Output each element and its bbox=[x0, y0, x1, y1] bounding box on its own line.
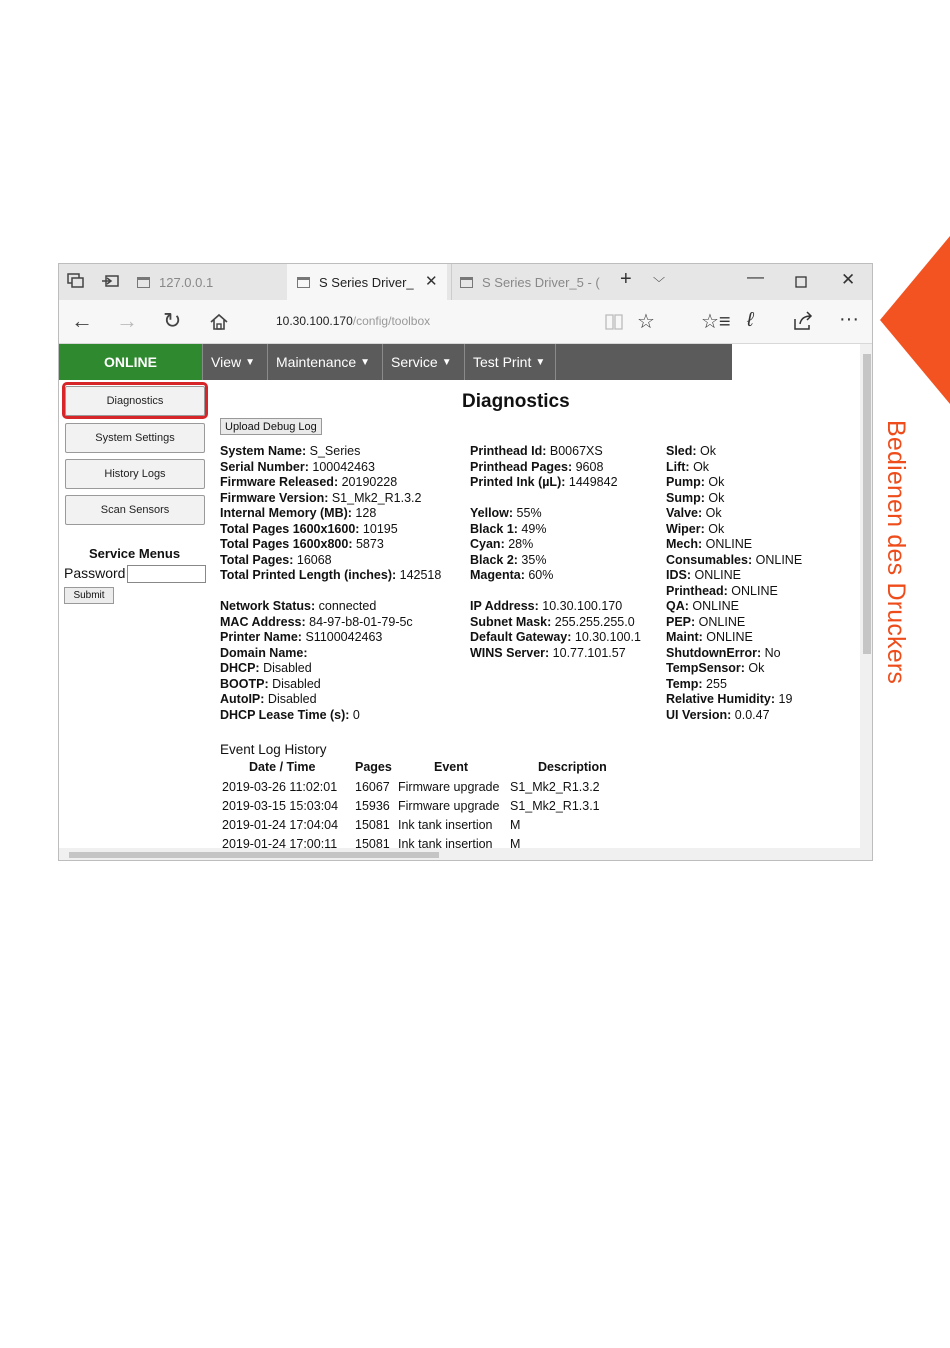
info-value: 9608 bbox=[572, 459, 604, 474]
info-row bbox=[666, 615, 745, 631]
menu-label: Maintenance bbox=[276, 354, 357, 370]
info-row bbox=[220, 615, 413, 631]
chevron-down-icon: ▼ bbox=[535, 356, 546, 368]
scrollbar-thumb[interactable] bbox=[69, 852, 439, 858]
section-side-label: Bedienen des Druckers bbox=[882, 420, 910, 685]
info-row bbox=[220, 568, 441, 584]
info-row bbox=[666, 584, 778, 600]
info-key: System Name: bbox=[220, 444, 307, 458]
info-key: Magenta: bbox=[470, 568, 525, 582]
info-value: Ok bbox=[696, 444, 717, 458]
info-row bbox=[666, 522, 724, 538]
info-value: 16068 bbox=[293, 552, 332, 567]
table-cell: Ink tank insertion bbox=[398, 818, 493, 832]
table-cell: 2019-03-15 15:03:04 bbox=[222, 799, 339, 813]
password-field[interactable] bbox=[127, 565, 206, 583]
info-row bbox=[220, 522, 398, 538]
menu-view[interactable] bbox=[202, 344, 267, 380]
table-cell: M bbox=[510, 818, 521, 832]
menu-test-print[interactable] bbox=[464, 344, 556, 380]
close-window-icon[interactable]: ✕ bbox=[841, 270, 856, 289]
info-value: 128 bbox=[351, 506, 377, 520]
info-row bbox=[220, 646, 308, 662]
info-key: QA: bbox=[666, 599, 689, 613]
info-value: 0 bbox=[349, 707, 360, 722]
info-row bbox=[470, 553, 546, 569]
star-icon[interactable]: ☆ bbox=[637, 311, 655, 333]
scrollbar-thumb[interactable] bbox=[863, 354, 871, 654]
info-value: 49% bbox=[517, 521, 547, 536]
refresh-icon[interactable]: ↻ bbox=[163, 308, 182, 333]
info-key: Wiper: bbox=[666, 521, 705, 536]
info-key: Default Gateway: bbox=[470, 630, 572, 644]
info-key: Serial Number: bbox=[220, 459, 309, 474]
info-key: Printhead Pages: bbox=[470, 459, 573, 474]
info-row bbox=[666, 553, 802, 569]
tab-label: S Series Driver_5 - ( bbox=[482, 274, 600, 290]
tab-localhost[interactable] bbox=[133, 264, 283, 300]
table-cell: M bbox=[510, 837, 521, 848]
info-value: ONLINE bbox=[727, 583, 778, 598]
share-icon[interactable] bbox=[792, 311, 814, 331]
info-key: AutoIP: bbox=[220, 692, 265, 706]
info-value: 10.30.100.1 bbox=[571, 630, 641, 644]
page-icon bbox=[137, 277, 150, 288]
chevron-down-icon: ▼ bbox=[441, 356, 452, 368]
pen-annotate-icon[interactable]: ℓ bbox=[747, 309, 754, 331]
upload-debug-log-button[interactable]: Upload Debug Log bbox=[220, 418, 322, 435]
url-host: 10.30.100.170 bbox=[276, 314, 353, 328]
info-key: TempSensor: bbox=[666, 661, 745, 675]
info-key: Total Printed Length (inches): bbox=[220, 568, 397, 582]
info-key: Firmware Version: bbox=[220, 490, 329, 505]
chevron-down-icon: ▼ bbox=[245, 356, 255, 368]
info-row bbox=[470, 460, 603, 476]
info-value: ONLINE bbox=[691, 568, 742, 582]
password-label: Password bbox=[64, 565, 126, 581]
close-icon[interactable]: ✕ bbox=[425, 273, 438, 290]
info-value: 255.255.255.0 bbox=[551, 614, 635, 629]
info-row bbox=[220, 661, 312, 677]
table-cell: Firmware upgrade bbox=[398, 799, 500, 813]
info-key: UI Version: bbox=[666, 707, 732, 722]
info-row bbox=[470, 506, 542, 522]
info-row bbox=[470, 537, 533, 553]
table-cell: 15936 bbox=[355, 799, 390, 813]
info-key: Temp: bbox=[666, 676, 703, 691]
tab-label: S Series Driver_ bbox=[319, 274, 414, 290]
info-key: Total Pages: bbox=[220, 552, 294, 567]
info-row bbox=[666, 630, 753, 646]
table-cell: 2019-03-26 11:02:01 bbox=[222, 780, 338, 794]
info-value: 0.0.47 bbox=[731, 707, 770, 722]
info-key: Maint: bbox=[666, 630, 703, 644]
maximize-icon[interactable] bbox=[795, 276, 807, 288]
system-settings-button[interactable]: System Settings bbox=[65, 423, 205, 453]
info-value: S_Series bbox=[306, 444, 361, 458]
info-value: 19 bbox=[775, 692, 793, 706]
tab-label: 127.0.0.1 bbox=[159, 274, 214, 290]
info-value: Disabled bbox=[264, 692, 317, 706]
info-row bbox=[666, 708, 770, 724]
info-key: IDS: bbox=[666, 568, 691, 582]
info-key: Valve: bbox=[666, 506, 703, 520]
info-value: S1_Mk2_R1.3.2 bbox=[328, 490, 422, 505]
chevron-down-icon[interactable]: ﹀ bbox=[653, 276, 666, 290]
set-aside-tabs-icon[interactable] bbox=[101, 273, 119, 289]
info-key: Pump: bbox=[666, 475, 705, 489]
info-value: 55% bbox=[513, 506, 542, 520]
url-path: /config/toolbox bbox=[352, 314, 431, 328]
info-value: Ok bbox=[744, 661, 765, 675]
info-value: 10195 bbox=[359, 521, 398, 536]
info-key: Printhead: bbox=[666, 583, 728, 598]
info-value: 10.30.100.170 bbox=[538, 599, 623, 613]
favorites-list-icon[interactable]: ☆≡ bbox=[701, 311, 731, 333]
info-key: Relative Humidity: bbox=[666, 692, 776, 706]
page-title: Diagnostics bbox=[462, 391, 570, 412]
reading-view-icon[interactable] bbox=[604, 313, 624, 331]
tab-preview-icon[interactable] bbox=[67, 273, 85, 289]
info-key: BOOTP: bbox=[220, 676, 269, 691]
info-key: DHCP: bbox=[220, 661, 260, 675]
menu-label: Test Print bbox=[473, 354, 532, 370]
info-key: Sump: bbox=[666, 490, 705, 505]
info-key: Subnet Mask: bbox=[470, 614, 552, 629]
info-row bbox=[666, 677, 727, 693]
info-key: Printed Ink (µL): bbox=[470, 475, 566, 489]
info-value: ONLINE bbox=[752, 552, 803, 567]
info-value: Ok bbox=[704, 521, 725, 536]
info-key: Total Pages 1600x1600: bbox=[220, 521, 360, 536]
info-row bbox=[470, 646, 626, 662]
home-icon[interactable] bbox=[209, 312, 229, 332]
info-value: ONLINE bbox=[695, 614, 746, 629]
tab-s-series-driver-5[interactable] bbox=[451, 264, 611, 300]
info-key: MAC Address: bbox=[220, 614, 306, 629]
table-cell: 2019-01-24 17:00:11 bbox=[222, 837, 338, 848]
info-key: Black 1: bbox=[470, 521, 518, 536]
info-row bbox=[666, 599, 739, 615]
info-row bbox=[220, 537, 384, 553]
info-value: 84-97-b8-01-79-5c bbox=[305, 614, 413, 629]
info-key: Yellow: bbox=[470, 506, 514, 520]
info-value: 100042463 bbox=[308, 459, 375, 474]
info-key: Cyan: bbox=[470, 537, 505, 551]
menu-label: View bbox=[211, 354, 242, 370]
page-content bbox=[59, 344, 860, 848]
info-value: 20190228 bbox=[338, 475, 398, 489]
main-menu-bar bbox=[202, 344, 732, 380]
info-row bbox=[666, 506, 722, 522]
info-row bbox=[220, 444, 360, 460]
event-log-header-pages: Pages bbox=[355, 760, 392, 774]
info-key: PEP: bbox=[666, 614, 696, 629]
info-row bbox=[220, 692, 317, 708]
info-value: No bbox=[761, 645, 781, 660]
back-arrow-icon[interactable]: ← bbox=[71, 308, 93, 333]
info-value: Ok bbox=[689, 459, 710, 474]
menu-label: Service bbox=[391, 354, 438, 370]
info-value: Ok bbox=[702, 506, 722, 520]
tab-bar bbox=[59, 264, 873, 300]
info-key: Internal Memory (MB): bbox=[220, 506, 352, 520]
info-value: Ok bbox=[704, 490, 725, 505]
info-row bbox=[470, 630, 641, 646]
status-online-badge: ONLINE bbox=[59, 344, 202, 380]
new-tab-icon[interactable]: + bbox=[620, 268, 632, 290]
info-value: Disabled bbox=[268, 676, 321, 691]
chevron-down-icon: ▼ bbox=[360, 356, 371, 368]
info-key: Printhead Id: bbox=[470, 444, 547, 458]
more-options-icon[interactable]: ··· bbox=[839, 308, 859, 330]
tab-s-series-driver-active[interactable] bbox=[287, 264, 447, 300]
table-cell: 16067 bbox=[355, 780, 390, 794]
info-value: 1449842 bbox=[565, 475, 618, 489]
section-tab-shape bbox=[880, 236, 950, 404]
event-log-heading: Event Log History bbox=[220, 742, 327, 757]
info-row bbox=[666, 491, 724, 507]
info-value: ONLINE bbox=[702, 630, 753, 644]
event-log-header-date: Date / Time bbox=[249, 760, 316, 774]
info-row bbox=[666, 537, 752, 553]
info-key: DHCP Lease Time (s): bbox=[220, 707, 350, 722]
info-row bbox=[666, 692, 792, 708]
info-row bbox=[470, 615, 635, 631]
info-row bbox=[666, 444, 716, 460]
address-bar bbox=[59, 300, 873, 344]
info-value: 35% bbox=[517, 552, 547, 567]
info-value: 255 bbox=[702, 676, 727, 691]
browser-window bbox=[58, 263, 873, 861]
info-row bbox=[220, 460, 375, 476]
info-value: 28% bbox=[504, 537, 534, 551]
info-key: Total Pages 1600x800: bbox=[220, 537, 353, 551]
info-row bbox=[470, 599, 622, 615]
info-key: Sled: bbox=[666, 444, 697, 458]
info-row bbox=[220, 553, 332, 569]
info-row bbox=[666, 460, 709, 476]
info-value: S1100042463 bbox=[301, 630, 383, 644]
info-value: 5873 bbox=[352, 537, 384, 551]
info-value: 142518 bbox=[396, 568, 442, 582]
event-log-header-event: Event bbox=[434, 760, 469, 774]
info-key: Mech: bbox=[666, 537, 703, 551]
menu-service[interactable] bbox=[382, 344, 464, 380]
service-menus-heading: Service Menus bbox=[89, 546, 181, 561]
page-icon bbox=[460, 277, 473, 288]
table-cell: S1_Mk2_R1.3.2 bbox=[510, 780, 600, 794]
info-row bbox=[220, 599, 376, 615]
info-key: Network Status: bbox=[220, 599, 316, 613]
info-value: B0067XS bbox=[546, 444, 603, 458]
info-row bbox=[666, 475, 724, 491]
info-row bbox=[470, 568, 553, 584]
info-key: Consumables: bbox=[666, 552, 753, 567]
submit-button[interactable]: Submit bbox=[64, 587, 114, 604]
event-log-header-description: Description bbox=[538, 760, 607, 774]
history-logs-button[interactable]: History Logs bbox=[65, 459, 205, 489]
info-value: connected bbox=[315, 599, 377, 613]
vertical-scrollbar[interactable] bbox=[860, 344, 873, 848]
info-key: Printer Name: bbox=[220, 630, 302, 644]
info-row bbox=[666, 568, 741, 584]
info-key: Firmware Released: bbox=[220, 475, 339, 489]
info-row bbox=[220, 630, 382, 646]
info-key: IP Address: bbox=[470, 599, 539, 613]
table-cell: Firmware upgrade bbox=[398, 780, 500, 794]
info-row bbox=[220, 475, 397, 491]
table-cell: S1_Mk2_R1.3.1 bbox=[510, 799, 600, 813]
info-value: Disabled bbox=[259, 661, 312, 675]
info-key: ShutdownError: bbox=[666, 645, 762, 660]
info-row bbox=[666, 661, 764, 677]
info-row bbox=[220, 677, 321, 693]
info-key: Domain Name: bbox=[220, 645, 308, 660]
info-row bbox=[666, 646, 781, 662]
info-row bbox=[220, 506, 376, 522]
info-key: Lift: bbox=[666, 459, 690, 474]
info-key: WINS Server: bbox=[470, 645, 550, 660]
info-value: 10.77.101.57 bbox=[549, 645, 626, 660]
info-key: Black 2: bbox=[470, 552, 518, 567]
forward-arrow-icon[interactable]: → bbox=[116, 308, 138, 333]
info-value: 60% bbox=[524, 568, 554, 582]
info-value: ONLINE bbox=[688, 599, 739, 613]
page-icon bbox=[297, 277, 310, 288]
info-row bbox=[220, 708, 360, 724]
info-row bbox=[470, 522, 546, 538]
table-cell: 15081 bbox=[355, 837, 390, 848]
menu-maintenance[interactable] bbox=[267, 344, 382, 380]
table-cell: 15081 bbox=[355, 818, 390, 832]
diagnostics-button[interactable]: Diagnostics bbox=[65, 386, 205, 416]
minimize-icon[interactable]: — bbox=[747, 267, 764, 286]
table-cell: Ink tank insertion bbox=[398, 837, 493, 848]
scan-sensors-button[interactable]: Scan Sensors bbox=[65, 495, 205, 525]
info-row bbox=[220, 491, 421, 507]
url-field[interactable] bbox=[276, 314, 430, 328]
info-row bbox=[470, 475, 618, 491]
info-value: Ok bbox=[704, 475, 725, 489]
info-value: ONLINE bbox=[702, 537, 753, 551]
horizontal-scrollbar[interactable] bbox=[59, 848, 873, 861]
table-cell: 2019-01-24 17:04:04 bbox=[222, 818, 339, 832]
info-row bbox=[470, 444, 603, 460]
